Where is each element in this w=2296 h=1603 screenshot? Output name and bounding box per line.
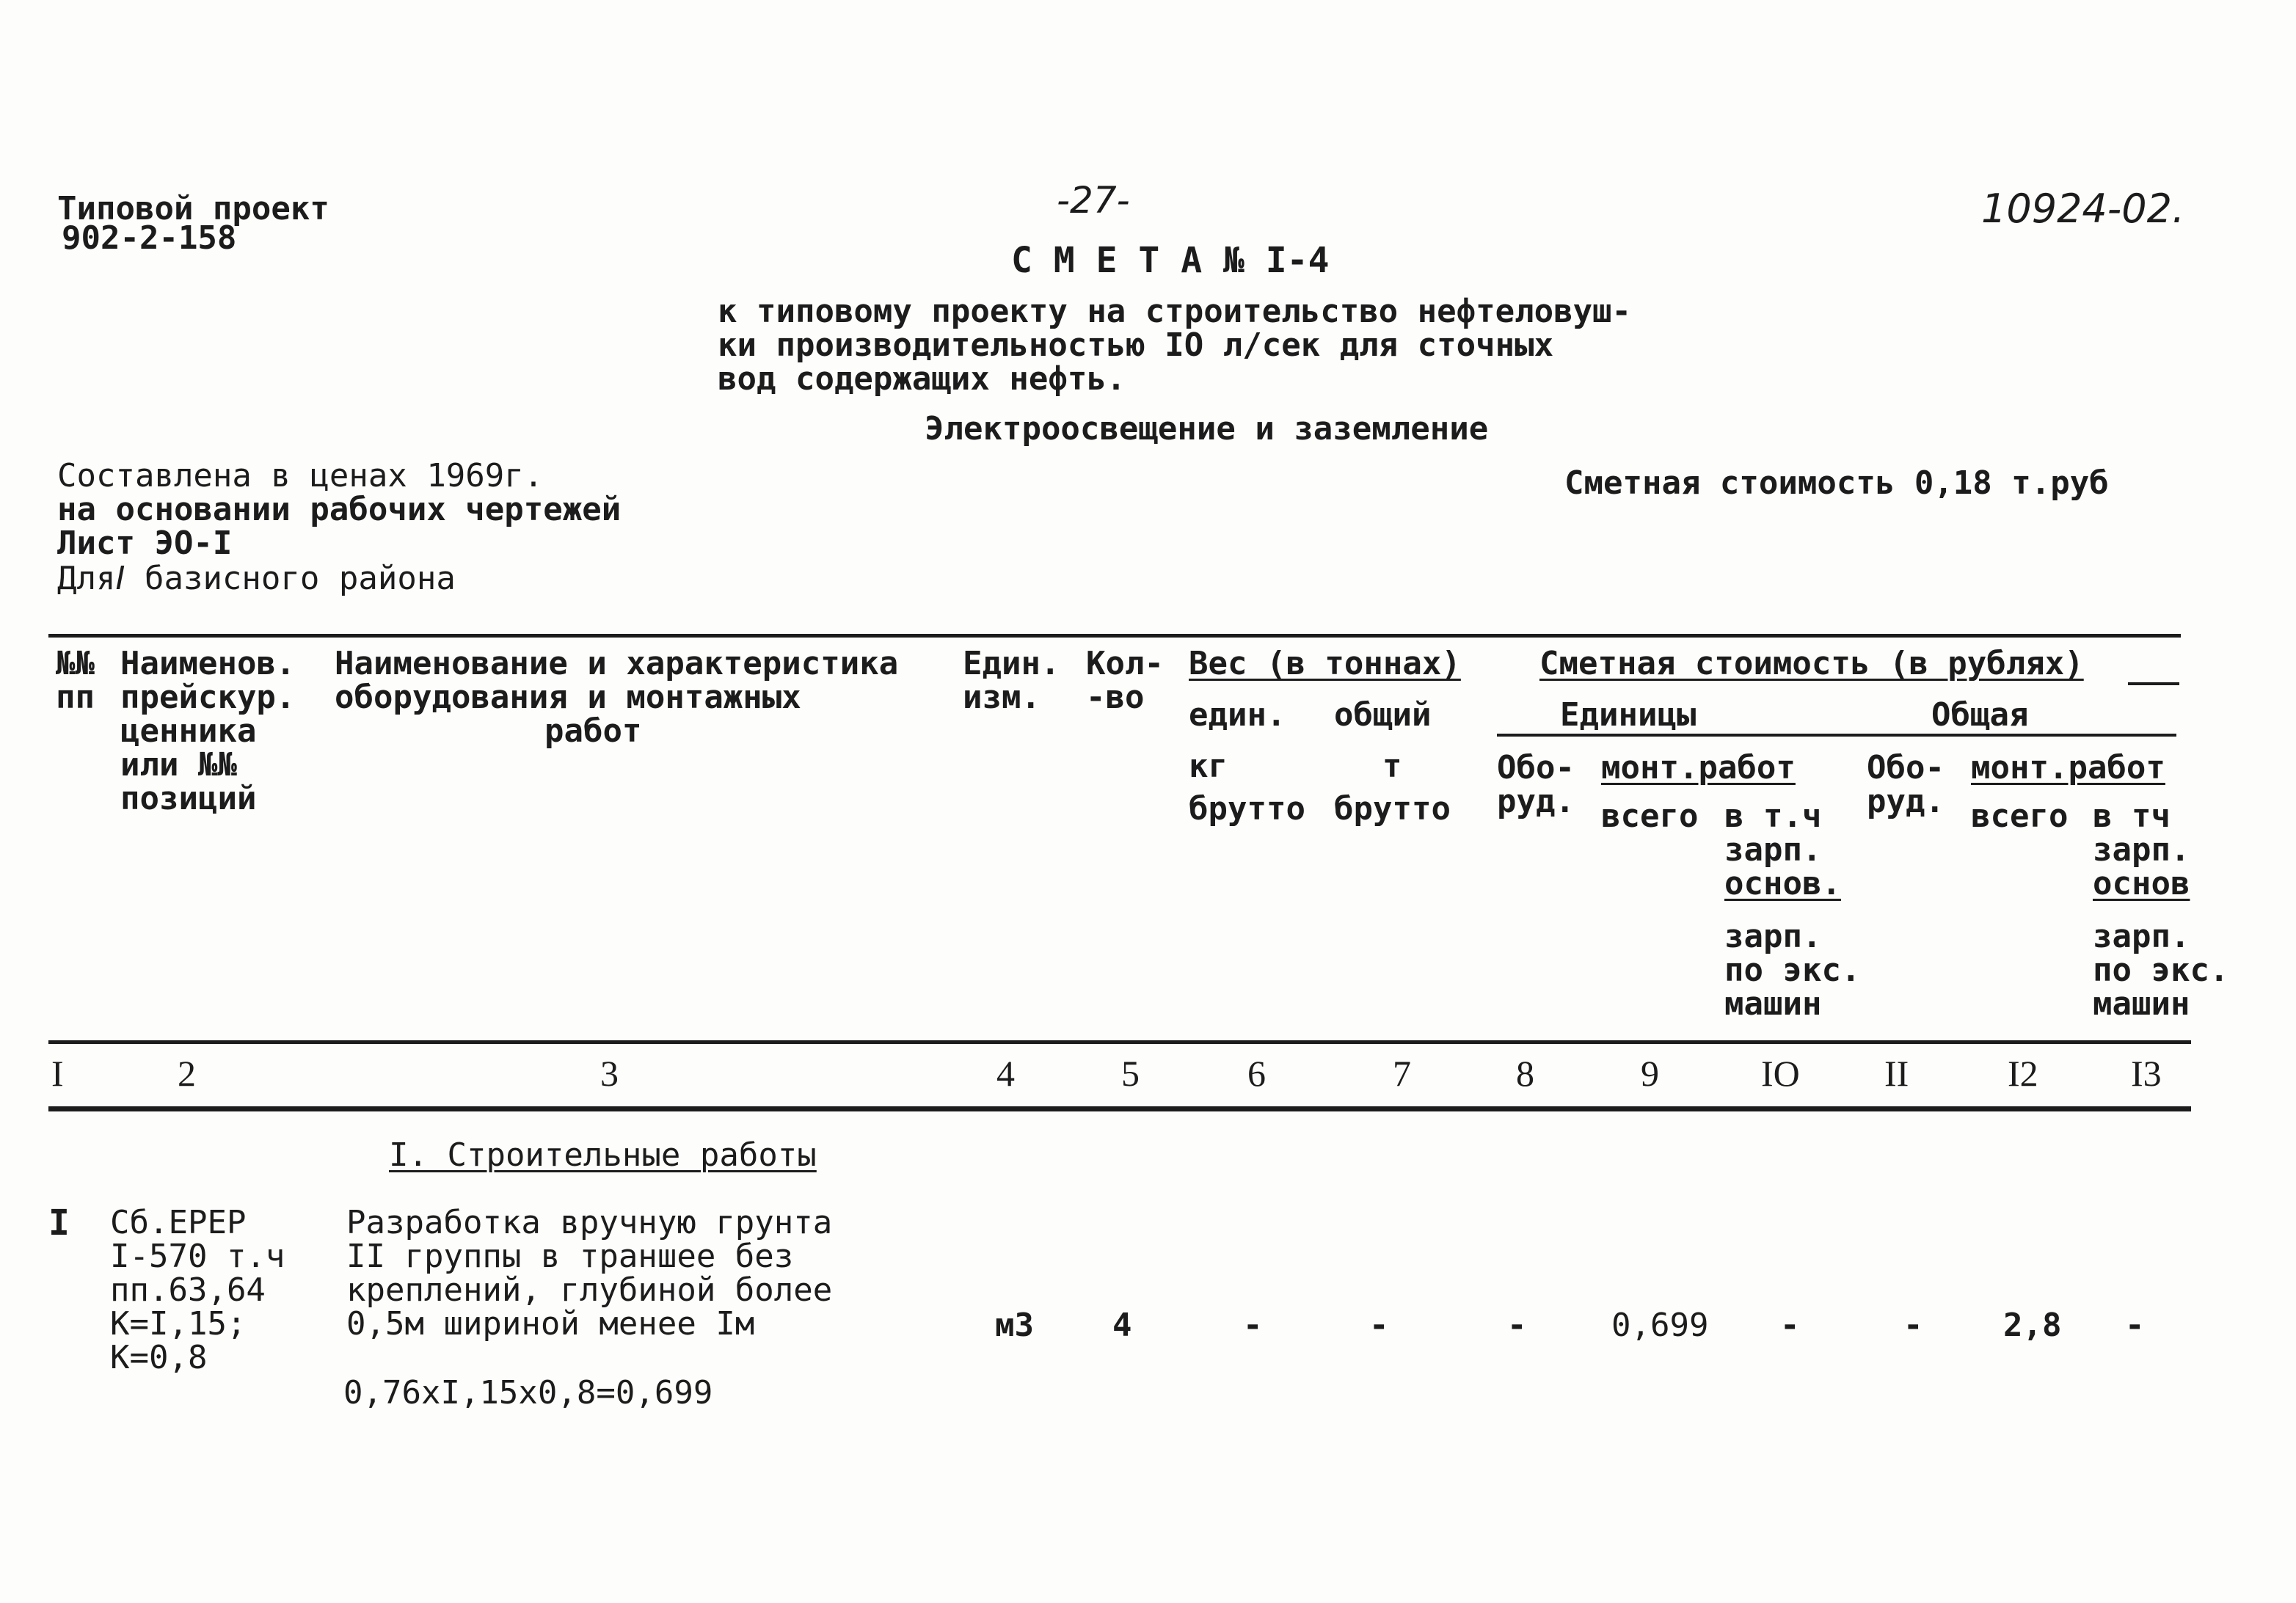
col-price-code-header: Наименов. прейскур. ценника или №№ позиций	[120, 645, 296, 817]
row-unit-equipment: -	[1507, 1307, 1527, 1344]
document-title: С М Е Т А № I-4	[1011, 240, 1330, 281]
units-header: Единицы	[1560, 696, 1697, 734]
weight-unit-header: един. кг брутто	[1189, 696, 1305, 828]
units-equipment-header: Обо- руд.	[1497, 749, 1575, 820]
weight-header: Вес (в тоннах)	[1189, 645, 1461, 682]
row-quantity: 4	[1112, 1307, 1132, 1344]
column-number: II	[1884, 1053, 1909, 1094]
basis-line: на основании рабочих чертежей	[57, 491, 622, 528]
document-code: 10924-02.	[1981, 186, 2185, 232]
row-unit-install: 0,699	[1611, 1307, 1709, 1344]
units-install-header: монт.работ	[1601, 749, 1796, 786]
project-number: 902-2-158	[62, 219, 237, 257]
column-number: 8	[1516, 1053, 1534, 1094]
col-description-header-1: Наименование и характеристика	[335, 645, 899, 682]
column-number: I3	[2131, 1053, 2162, 1094]
sheet-line: Лист ЭО-I	[57, 525, 233, 562]
total-install-header: монт.работ	[1971, 749, 2165, 786]
total-all-header: всего	[1971, 797, 2069, 835]
units-machine-wage-header: зарп. по экс. машин	[1724, 918, 1861, 1023]
col-qty-header: Кол- -во	[1086, 645, 1164, 716]
units-total-rule	[1497, 734, 2176, 737]
units-all-header: всего	[1601, 797, 1699, 835]
row-total-wage: -	[2125, 1307, 2145, 1344]
col-description-header-2: оборудования и монтажных	[335, 679, 801, 716]
column-number: I	[51, 1053, 64, 1094]
section-name: Электроосвещение и заземление	[925, 410, 1489, 448]
row-price-code: Сб.ЕРЕР I-570 т.ч пп.63,64 К=I,15; К=0,8	[110, 1204, 285, 1376]
column-number: I2	[2008, 1053, 2038, 1094]
column-number: 6	[1247, 1053, 1266, 1094]
column-number: 3	[600, 1053, 619, 1094]
row-total-weight: -	[1369, 1307, 1389, 1344]
cost-header: Сметная стоимость (в рублях)	[1539, 645, 2084, 682]
column-number: 7	[1393, 1053, 1411, 1094]
cost-right-rule	[2128, 682, 2179, 685]
numbering-bottom-rule	[48, 1106, 2191, 1111]
column-number: 4	[996, 1053, 1015, 1094]
row-unit: м3	[995, 1307, 1034, 1344]
row-unit-weight: -	[1243, 1307, 1263, 1344]
weight-total-header: общий т брутто	[1334, 696, 1451, 828]
units-incl-wage-header: в т.ч зарп. основ.	[1724, 797, 1841, 902]
page-number: -27-	[1057, 179, 1130, 222]
column-number: IO	[1761, 1053, 1800, 1094]
col-description-header-3: работ	[544, 712, 642, 750]
row-calculation: 0,76xI,15x0,8=0,699	[343, 1374, 713, 1412]
header-bottom-rule	[48, 1040, 2191, 1044]
row-number: I	[48, 1202, 70, 1244]
row-description: Разработка вручную грунта II группы в траншее без креплений, глубиной более 0,5м шириной менее Iм	[346, 1204, 833, 1343]
total-machine-wage-header: зарп. по экс. машин	[2093, 918, 2229, 1023]
col-unit-header: Един. изм.	[963, 645, 1060, 716]
estimated-cost: Сметная стоимость 0,18 т.руб	[1564, 464, 2109, 502]
column-number: 9	[1641, 1053, 1659, 1094]
section-title: I. Строительные работы	[389, 1136, 817, 1174]
column-number: 5	[1121, 1053, 1140, 1094]
col-number-header: №№ пп	[56, 645, 95, 716]
column-number: 2	[178, 1053, 196, 1094]
table-top-rule	[48, 634, 2181, 638]
project-label: Типовой проект	[57, 190, 329, 227]
row-total-install: 2,8	[2003, 1307, 2062, 1344]
total-incl-wage-header: в тч зарп. основ	[2093, 797, 2190, 902]
row-total-equipment: -	[1903, 1307, 1923, 1344]
row-unit-wage: -	[1780, 1307, 1800, 1344]
region-line: ДляI базисного района	[57, 560, 456, 597]
total-header: Общая	[1931, 696, 2029, 734]
total-equipment-header: Обо- руд.	[1867, 749, 1945, 820]
document-subtitle: к типовому проекту на строительство нефтеловуш- ки производительностью IO л/сек для сточных вод содержащих нефть.	[718, 293, 1632, 398]
prices-line: Составлена в ценах 1969г.	[57, 457, 544, 494]
